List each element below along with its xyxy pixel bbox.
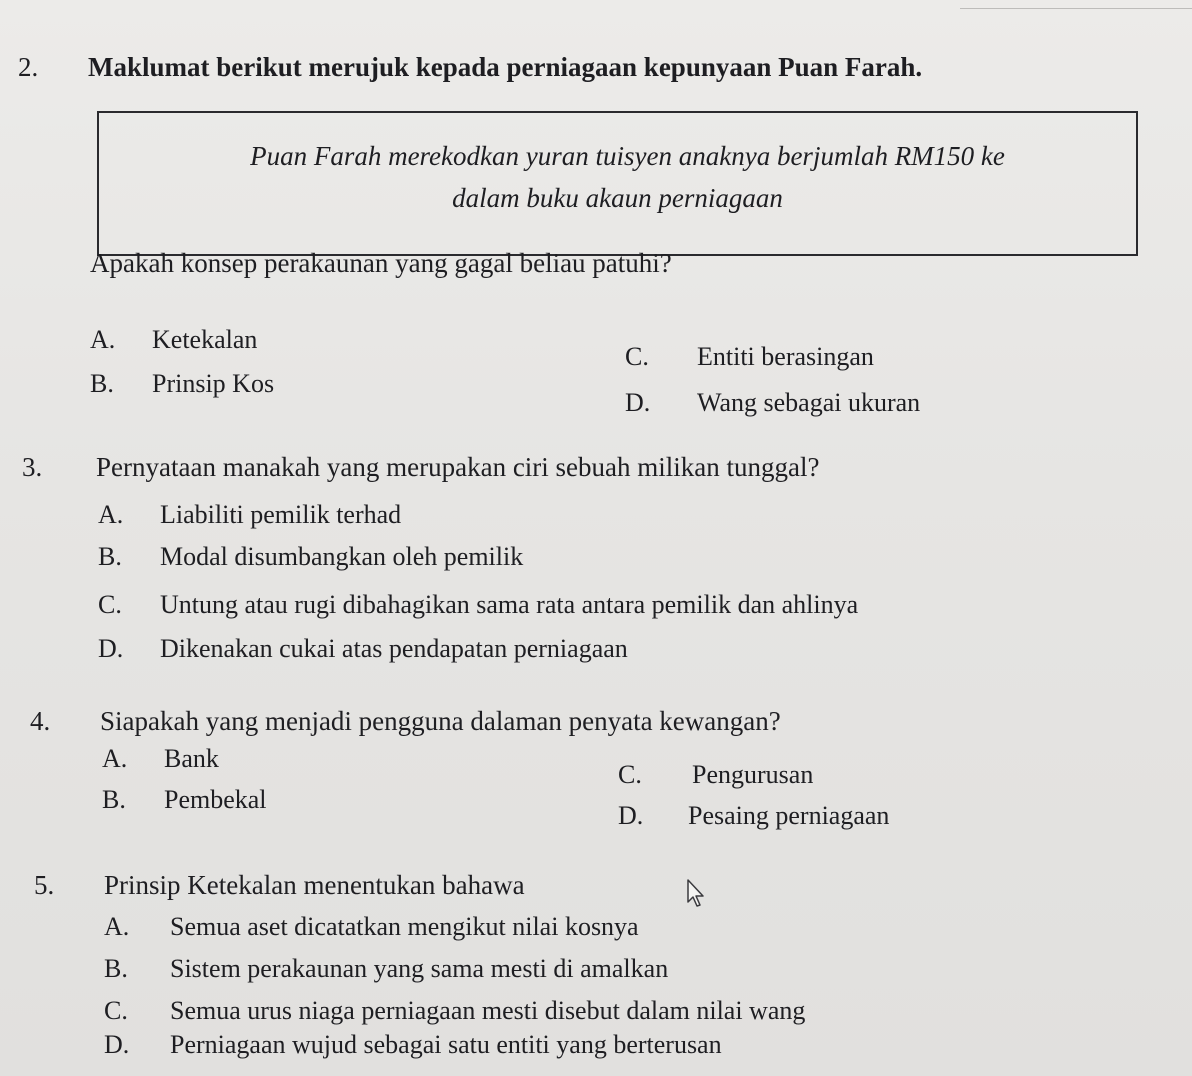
option-text: Untung atau rugi dibahagikan sama rata antara pemilik dan ahlinya [160,590,859,619]
q2-option-a[interactable] [90,325,257,355]
q3-text: Pernyataan manakah yang merupakan ciri sebuah milikan tunggal? [96,452,820,482]
q5-option-c[interactable] [104,996,805,1026]
option-letter: D. [104,1030,130,1059]
q2-info-box [97,111,1138,256]
q2-option-d[interactable] [625,388,920,418]
q5-number: 5. [34,870,55,900]
option-letter: B. [104,954,128,983]
q2-option-c[interactable] [625,342,874,372]
option-text: Liabiliti pemilik terhad [160,500,402,529]
option-letter: C. [98,590,122,619]
mouse-pointer-icon [686,878,708,908]
q4-option-c[interactable] [618,760,813,790]
q5-option-b[interactable] [104,954,668,984]
option-text: Pengurusan [692,760,814,789]
q5-text: Prinsip Ketekalan menentukan bahawa [104,870,525,900]
q3-option-b[interactable] [98,542,523,572]
option-text: Bank [164,744,219,773]
q4-number: 4. [30,706,51,736]
q3-number: 3. [22,452,43,482]
option-letter: B. [102,785,126,814]
q2-number: 2. [18,52,39,82]
option-text: Prinsip Kos [152,369,275,398]
q3-option-d[interactable] [98,634,628,664]
q3-option-c[interactable] [98,590,858,620]
option-letter: A. [90,325,116,354]
option-text: Pesaing perniagaan [688,801,890,830]
option-letter: A. [102,744,128,773]
option-letter: D. [618,801,644,830]
option-letter: C. [625,342,649,371]
option-text: Sistem perakaunan yang sama mesti di amalkan [170,954,669,983]
option-text: Pembekal [164,785,267,814]
option-letter: D. [98,634,124,663]
q2-text: Maklumat berikut merujuk kepada perniagaan kepunyaan Puan Farah. [88,52,923,82]
q4-text: Siapakah yang menjadi pengguna dalaman penyata kewangan? [100,706,781,736]
option-letter: A. [98,500,124,529]
option-letter: D. [625,388,651,417]
option-text: Dikenakan cukai atas pendapatan perniagaan [160,634,628,663]
q5-option-a[interactable] [104,912,639,942]
option-text: Semua urus niaga perniagaan mesti disebut dalam nilai wang [170,996,806,1025]
option-text: Ketekalan [152,325,258,354]
q2-box-line-2: dalam buku akaun perniagaan [452,183,783,213]
option-text: Semua aset dicatatkan mengikut nilai kosnya [170,912,639,941]
option-text: Perniagaan wujud sebagai satu entiti yang berterusan [170,1030,722,1059]
q4-option-d[interactable] [618,801,889,831]
option-text: Modal disumbangkan oleh pemilik [160,542,524,571]
option-letter: A. [104,912,130,941]
q5-option-d[interactable] [104,1030,722,1060]
q2-option-b[interactable] [90,369,274,399]
option-text: Entiti berasingan [697,342,874,371]
option-letter: B. [98,542,122,571]
page-edge-line [960,8,1192,9]
q4-option-b[interactable] [102,785,267,815]
q2-box-line-1: Puan Farah merekodkan yuran tuisyen anaknya berjumlah RM150 ke [250,141,1005,171]
q4-option-a[interactable] [102,744,219,774]
option-text: Wang sebagai ukuran [697,388,921,417]
q2-prompt: Apakah konsep perakaunan yang gagal beliau patuhi? [90,248,672,278]
option-letter: C. [618,760,642,789]
option-letter: C. [104,996,128,1025]
option-letter: B. [90,369,114,398]
q3-option-a[interactable] [98,500,401,530]
